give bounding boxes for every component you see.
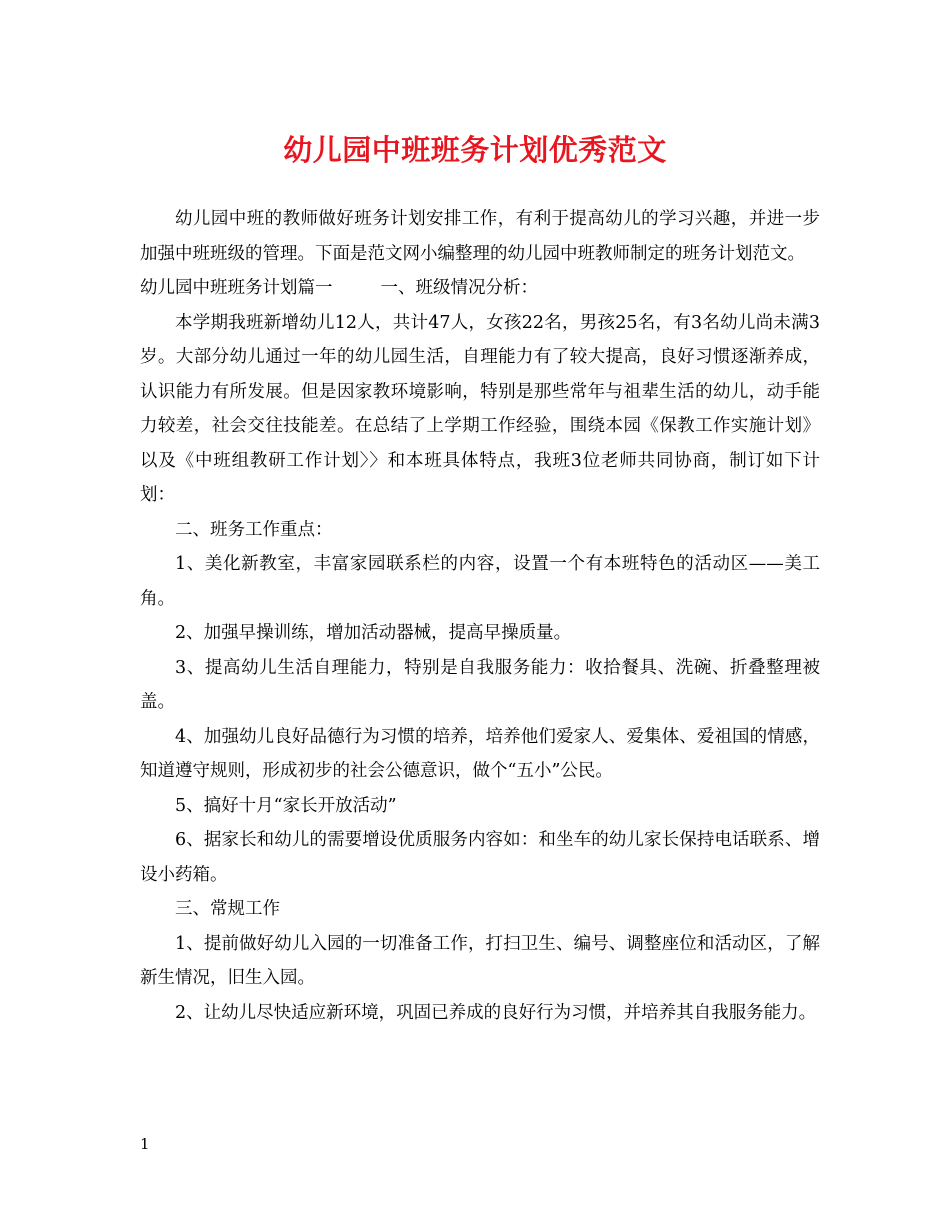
body-paragraph: 1、美化新教室，丰富家园联系栏的内容，设置一个有本班特色的活动区——美工角。 bbox=[140, 554, 820, 609]
body-paragraph: 4、加强幼儿良好品德行为习惯的培养，培养他们爱家人、爱集体、爱祖国的情感，知道遵守规则，形成初步的社会公德意识，做个“五小”公民。 bbox=[140, 726, 820, 781]
body-paragraph: 二、班务工作重点： bbox=[175, 519, 333, 540]
body-paragraph: 2、加强早操训练，增加活动器械，提高早操质量。 bbox=[175, 623, 572, 643]
document-body bbox=[140, 202, 820, 1030]
section-heading-line bbox=[140, 271, 820, 306]
intro-paragraph: 幼儿园中班的教师做好班务计划安排工作，有利于提高幼儿的学习兴趣，并进一步加强中班班级的管理。下面是范文网小编整理的幼儿园中班教师制定的班务计划范文。 bbox=[140, 209, 820, 264]
body-paragraph: 5、搞好十月“家长开放活动” bbox=[175, 795, 397, 816]
section-heading-right: 一、班级情况分析： bbox=[380, 278, 538, 298]
body-paragraph: 本学期我班新增幼儿12人，共计47人，女孩22名，男孩25名，有3名幼儿尚未满3岁。大部分幼儿通过一年的幼儿园生活，自理能力有了较大提高，良好习惯逐渐养成，认识能力有所发展。但是因家教环境影响，特别是那些常年与祖辈生活的幼儿，动手能力较差，社会交往技能差。在总结了上学期工作经验，围绕本园《保教工作实施计划》以及《中班组教研工作计划〉〉和本班具体特点，我班3位老师共同协商，制订如下计划： bbox=[140, 312, 820, 505]
body-paragraph: 三、常规工作 bbox=[175, 899, 280, 919]
document-title: 幼儿园中班班务计划优秀范文 bbox=[283, 133, 667, 167]
body-paragraph: 2、让幼儿尽快适应新环境，巩固已养成的良好行为习惯，并培养其自我服务能力。 bbox=[175, 1002, 817, 1023]
page-number: 1 bbox=[140, 1135, 150, 1153]
body-paragraph: 1、提前做好幼儿入园的一切准备工作，打扫卫生、编号、调整座位和活动区，了解新生情况，旧生入园。 bbox=[140, 933, 820, 988]
body-paragraph: 3、提高幼儿生活自理能力，特别是自我服务能力：收拾餐具、洗碗、折叠整理被盖。 bbox=[140, 657, 820, 712]
section-heading-left: 幼儿园中班班务计划篇一 bbox=[140, 278, 333, 298]
body-paragraph: 6、据家长和幼儿的需要增设优质服务内容如：和坐车的幼儿家长保持电话联系、增设小药箱。 bbox=[140, 830, 820, 885]
